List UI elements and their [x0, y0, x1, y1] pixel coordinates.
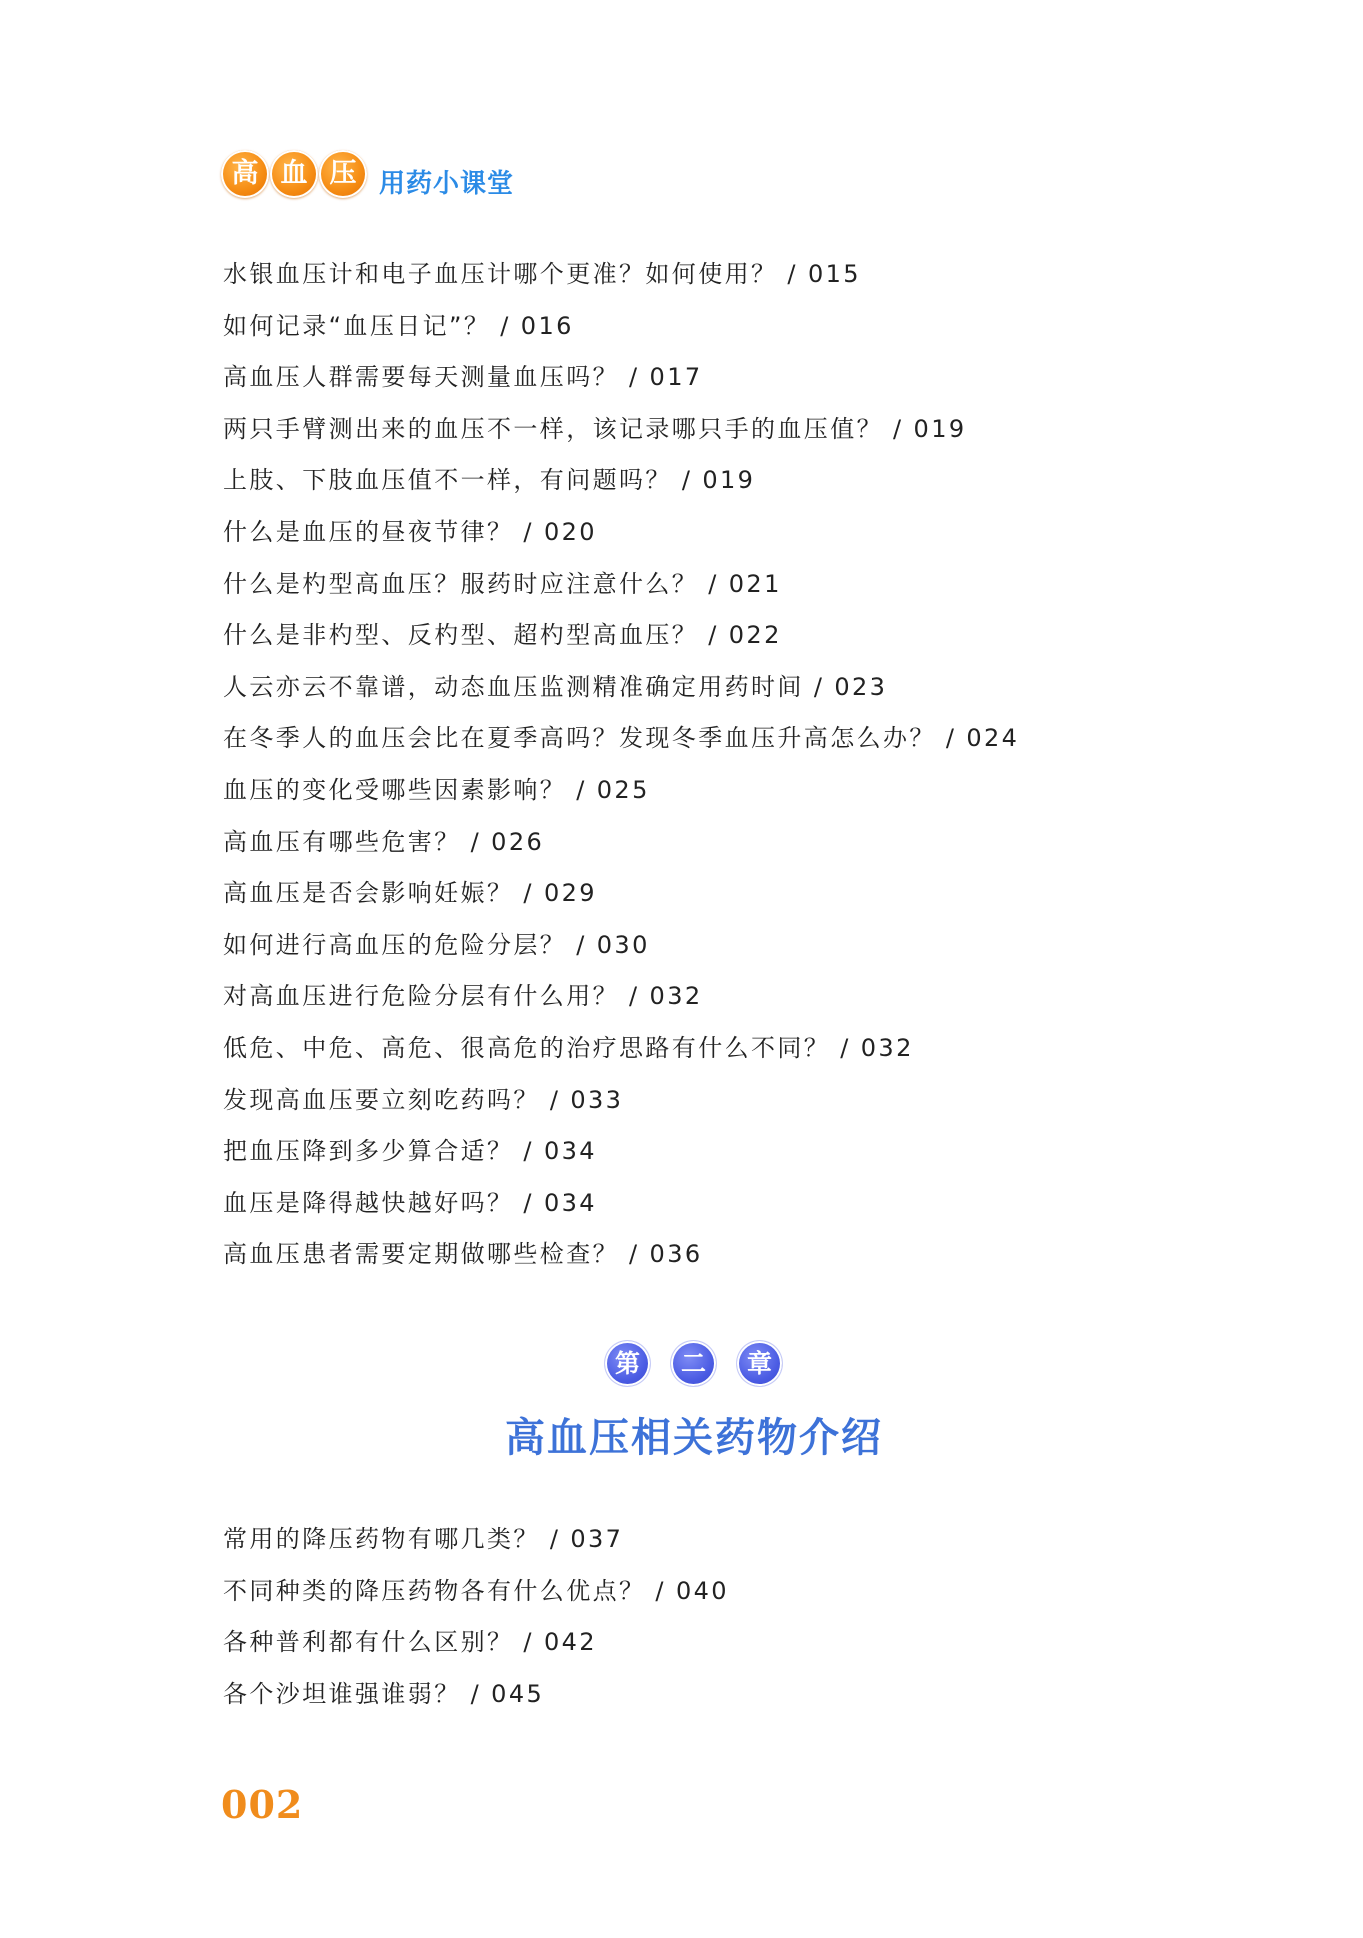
toc-entry: 各种普利都有什么区别？ / 042: [223, 1628, 597, 1657]
page-number: 002: [221, 1782, 304, 1827]
toc-entry: 什么是杓型高血压？服药时应注意什么？ / 021: [223, 569, 782, 598]
toc-entry: 高血压有哪些危害？ / 026: [223, 827, 545, 856]
toc-entry: 什么是非杓型、反杓型、超杓型高血压？ / 022: [223, 621, 782, 650]
chapter-badge-char: 第: [605, 1341, 650, 1386]
toc-entry: 两只手臂测出来的血压不一样，该记录哪只手的血压值？ / 019: [223, 414, 967, 443]
toc-entry: 什么是血压的昼夜节律？ / 020: [223, 517, 597, 546]
toc-entry: 水银血压计和电子血压计哪个更准？如何使用？ / 015: [223, 260, 861, 288]
toc-entry: 上肢、下肢血压值不一样，有问题吗？ / 019: [223, 466, 756, 495]
logo-badge-char: 高: [221, 150, 269, 198]
toc-entry: 低危、中危、高危、很高危的治疗思路有什么不同？ / 032: [223, 1033, 914, 1062]
chapter-title: 高血压相关药物介绍: [505, 1414, 883, 1461]
toc-entry: 把血压降到多少算合适？ / 034: [223, 1137, 597, 1166]
toc-entry: 人云亦云不靠谱，动态血压监测精准确定用药时间 / 023: [223, 672, 888, 701]
toc-entry: 高血压人群需要每天测量血压吗？ / 017: [223, 363, 703, 392]
toc-entry: 高血压患者需要定期做哪些检查？ / 036: [223, 1240, 703, 1269]
toc-entry: 不同种类的降压药物各有什么优点？ / 040: [223, 1576, 729, 1605]
toc-entry: 发现高血压要立刻吃药吗？ / 033: [223, 1085, 624, 1114]
toc-entry: 各个沙坦谁强谁弱？ / 045: [223, 1679, 545, 1708]
book-series-logo: [221, 149, 514, 199]
toc-list-chapter-1: [223, 249, 1019, 1281]
toc-entry: 对高血压进行危险分层有什么用？ / 032: [223, 982, 703, 1011]
toc-entry: 如何记录“血压日记”？ / 016: [223, 311, 574, 340]
toc-entry: 血压是降得越快越好吗？ / 034: [223, 1188, 597, 1217]
toc-entry: 在冬季人的血压会比在夏季高吗？发现冬季血压升高怎么办？ / 024: [223, 724, 1020, 753]
logo-badge-char: 血: [270, 150, 318, 198]
chapter-badge-char: 二: [671, 1341, 716, 1386]
logo-subtitle: 用药小课堂: [379, 168, 515, 199]
toc-list-chapter-2: [223, 1514, 729, 1720]
toc-entry: 血压的变化受哪些因素影响？ / 025: [223, 775, 650, 804]
chapter-badge-char: 章: [737, 1341, 782, 1386]
toc-entry: 高血压是否会影响妊娠？ / 029: [223, 879, 597, 908]
toc-entry: 常用的降压药物有哪几类？ / 037: [223, 1525, 624, 1553]
chapter-number-badges: [605, 1341, 782, 1386]
toc-entry: 如何进行高血压的危险分层？ / 030: [223, 930, 650, 959]
logo-badge-char: 压: [319, 150, 367, 198]
